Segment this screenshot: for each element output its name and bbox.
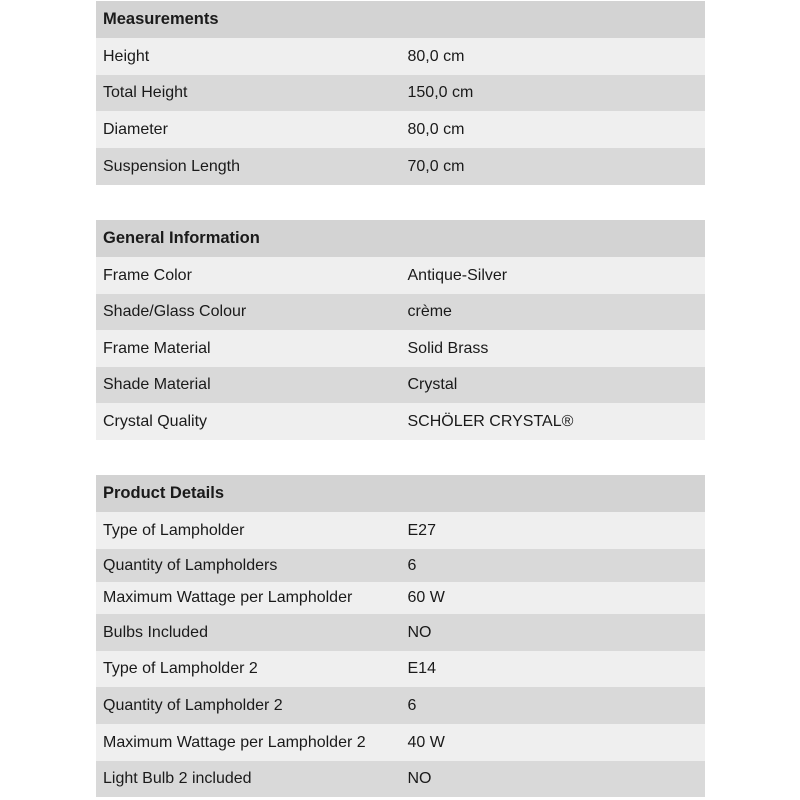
table-row: [96, 549, 705, 582]
table-row: [96, 687, 705, 724]
row-value: Antique-Silver: [401, 257, 706, 294]
row-value: 6: [401, 687, 706, 724]
row-value: crème: [401, 294, 706, 330]
row-value: Solid Brass: [401, 330, 706, 367]
table-row: [96, 148, 705, 185]
table-row: [96, 257, 705, 294]
row-value: NO: [401, 614, 706, 651]
row-label: Diameter: [96, 111, 401, 148]
row-label: Quantity of Lampholders: [96, 549, 401, 582]
row-label: Type of Lampholder: [96, 512, 401, 549]
row-label: Maximum Wattage per Lampholder: [96, 582, 401, 614]
section-title: Measurements: [96, 1, 705, 38]
row-value: 70,0 cm: [401, 148, 706, 185]
table-header-row: [96, 1, 705, 38]
section-title: Product Details: [96, 475, 705, 512]
table-row: [96, 761, 705, 797]
table-row: [96, 75, 705, 111]
table-row: [96, 582, 705, 614]
row-value: 80,0 cm: [401, 38, 706, 75]
table-row: [96, 403, 705, 440]
row-label: Shade/Glass Colour: [96, 294, 401, 330]
row-label: Shade Material: [96, 367, 401, 403]
row-value: NO: [401, 761, 706, 797]
row-label: Frame Color: [96, 257, 401, 294]
row-label: Crystal Quality: [96, 403, 401, 440]
table-row: [96, 724, 705, 761]
row-label: Height: [96, 38, 401, 75]
row-value: Crystal: [401, 367, 706, 403]
general-information-table: [96, 220, 705, 440]
table-row: [96, 614, 705, 651]
table-row: [96, 367, 705, 403]
table-row: [96, 330, 705, 367]
row-label: Bulbs Included: [96, 614, 401, 651]
row-value: 150,0 cm: [401, 75, 706, 111]
product-details-table: [96, 475, 705, 797]
row-value: 80,0 cm: [401, 111, 706, 148]
row-label: Total Height: [96, 75, 401, 111]
measurements-table: [96, 1, 705, 185]
table-row: [96, 38, 705, 75]
table-row: [96, 512, 705, 549]
table-row: [96, 294, 705, 330]
section-title: General Information: [96, 220, 705, 257]
row-value: E14: [401, 651, 706, 687]
table-header-row: [96, 475, 705, 512]
table-row: [96, 651, 705, 687]
table-row: [96, 111, 705, 148]
row-label: Type of Lampholder 2: [96, 651, 401, 687]
row-label: Frame Material: [96, 330, 401, 367]
row-label: Suspension Length: [96, 148, 401, 185]
row-label: Light Bulb 2 included: [96, 761, 401, 797]
row-value: E27: [401, 512, 706, 549]
row-value: 6: [401, 549, 706, 582]
row-value: 60 W: [401, 582, 706, 614]
row-label: Maximum Wattage per Lampholder 2: [96, 724, 401, 761]
row-label: Quantity of Lampholder 2: [96, 687, 401, 724]
table-header-row: [96, 220, 705, 257]
row-value: SCHÖLER CRYSTAL®: [401, 403, 706, 440]
row-value: 40 W: [401, 724, 706, 761]
